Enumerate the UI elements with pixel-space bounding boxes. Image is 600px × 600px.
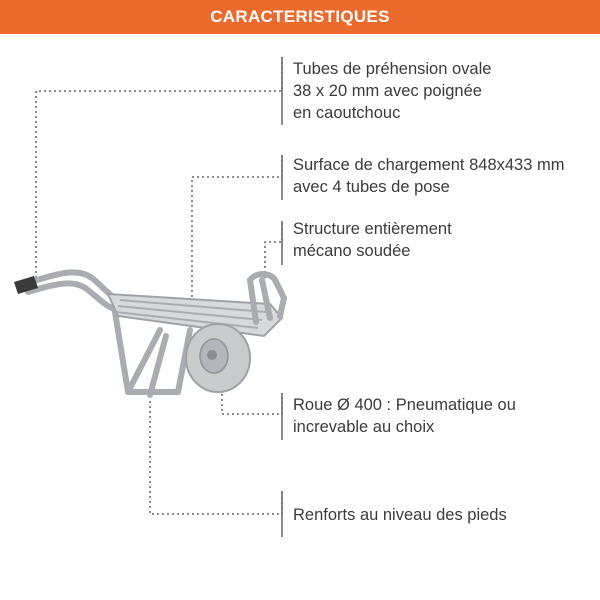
feature-load-surface xyxy=(293,154,565,198)
callout-leader-surface xyxy=(192,155,282,312)
feature-structure xyxy=(293,218,452,262)
page-title: CARACTERISTIQUES xyxy=(210,7,390,26)
feature-line: avec 4 tubes de pose xyxy=(293,178,450,196)
feature-handle-tubes xyxy=(293,58,491,124)
callout-leader-structure xyxy=(265,221,282,278)
feature-line: Structure entièrement xyxy=(293,220,452,238)
feature-line: Surface de chargement 848x433 mm xyxy=(293,156,565,174)
feature-line: increvable au choix xyxy=(293,418,435,436)
callout-leader-feet xyxy=(150,401,282,514)
feature-line: Renforts au niveau des pieds xyxy=(293,506,507,524)
feature-line: en caoutchouc xyxy=(293,104,401,122)
feature-line: Tubes de préhension ovale xyxy=(293,60,492,78)
feature-feet-reinforcement xyxy=(293,504,507,526)
feature-line: 38 x 20 mm avec poignée xyxy=(293,82,482,100)
feature-wheel xyxy=(293,394,516,438)
callout-leader-handle xyxy=(36,57,282,283)
feature-line: mécano soudée xyxy=(293,242,411,260)
wheel xyxy=(186,324,250,392)
feature-line: Roue Ø 400 : Pneumatique ou xyxy=(293,396,516,414)
